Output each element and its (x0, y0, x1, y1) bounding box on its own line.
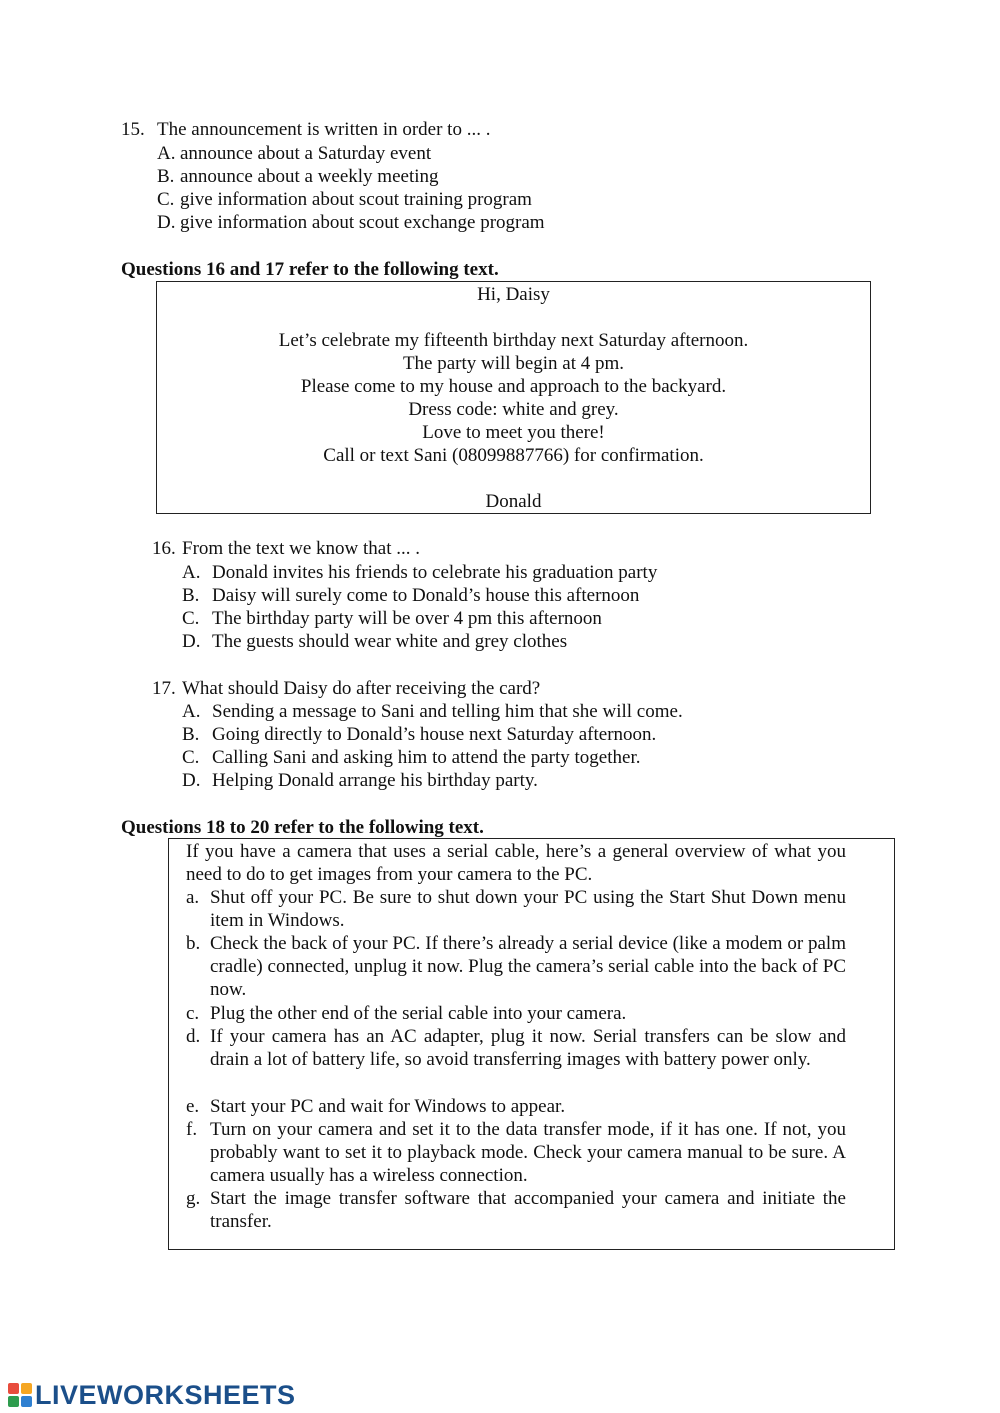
question-stem: The announcement is written in order to ... . (157, 119, 491, 140)
option-text: Helping Donald arrange his birthday party. (212, 770, 538, 791)
card-signature: Donald (485, 491, 542, 512)
card-line: Please come to my house and approach to the backyard. (300, 376, 727, 397)
option-letter: B. (182, 724, 200, 745)
option-letter: D. (182, 770, 201, 791)
section-heading: Questions 16 and 17 refer to the following text. (121, 259, 499, 280)
option-text: Sending a message to Sani and telling him that she will come. (212, 701, 683, 722)
section-heading: Questions 18 to 20 refer to the following text. (121, 817, 484, 838)
step-letter: e. (186, 1096, 200, 1117)
card-line: Let’s celebrate my fifteenth birthday next Saturday afternoon. (278, 330, 749, 351)
step-text: Start the image transfer software that accompanied your camera and initiate the transfer. (210, 1188, 846, 1232)
step-text: Start your PC and wait for Windows to appear. (210, 1096, 566, 1117)
card-line: Love to meet you there! (422, 422, 605, 443)
option-text: Going directly to Donald’s house next Saturday afternoon. (212, 724, 657, 745)
option-letter: B. (157, 166, 175, 187)
option-letter: A. (157, 143, 176, 164)
step-text: If your camera has an AC adapter, plug it now. Serial transfers can be slow and drain a lot of battery life, so avoid transferring images with battery power only. (210, 1026, 846, 1070)
step-text: Check the back of your PC. If there’s already a serial device (like a modem or palm cradle) connected, unplug it now. Plug the camera’s serial cable into the back of PC now. (210, 933, 846, 1000)
question-stem: What should Daisy do after receiving the card? (182, 678, 541, 699)
option-text: give information about scout exchange program (180, 212, 545, 233)
option-letter: C. (157, 189, 175, 210)
option-letter: C. (182, 608, 200, 629)
option-text: Daisy will surely come to Donald’s house this afternoon (212, 585, 640, 606)
step-letter: g. (186, 1188, 201, 1209)
option-text: announce about a Saturday event (180, 143, 432, 164)
option-letter: D. (157, 212, 176, 233)
card-line: Dress code: white and grey. (408, 399, 619, 420)
option-letter: C. (182, 747, 200, 768)
question-stem: From the text we know that ... . (182, 538, 420, 559)
question-number: 16. (152, 538, 176, 559)
option-letter: A. (182, 701, 201, 722)
intro-paragraph: If you have a camera that uses a serial cable, here’s a general overview of what you need to do to get images from your camera to the PC. (186, 841, 846, 885)
invitation-card (156, 281, 871, 514)
option-letter: B. (182, 585, 200, 606)
option-text: announce about a weekly meeting (180, 166, 439, 187)
option-letter: D. (182, 631, 201, 652)
option-letter: A. (182, 562, 201, 583)
step-text: Turn on your camera and set it to the data transfer mode, if it has one. If not, you probably want to set it to playback mode. Check your camera manual to be sure. A camera usually has a wireless connection. (210, 1119, 846, 1186)
option-text: The guests should wear white and grey clothes (212, 631, 568, 652)
option-text: give information about scout training program (180, 189, 532, 210)
step-letter: c. (186, 1003, 200, 1024)
step-letter: f. (186, 1119, 198, 1140)
liveworksheets-logo[interactable] (8, 1380, 296, 1410)
logo-icon (8, 1383, 32, 1407)
camera-text-box (168, 838, 895, 1250)
logo-text: LIVEWORKSHEETS (35, 1379, 296, 1410)
card-line: Call or text Sani (08099887766) for confirmation. (323, 445, 704, 466)
card-line: The party will begin at 4 pm. (402, 353, 625, 374)
card-greeting: Hi, Daisy (477, 284, 550, 305)
step-letter: d. (186, 1026, 201, 1047)
question-number: 17. (152, 678, 176, 699)
step-letter: a. (186, 887, 200, 908)
step-text: Plug the other end of the serial cable into your camera. (210, 1003, 627, 1024)
option-text: Calling Sani and asking him to attend the party together. (212, 747, 641, 768)
option-text: The birthday party will be over 4 pm this afternoon (212, 608, 602, 629)
question-number: 15. (121, 119, 145, 140)
step-text: Shut off your PC. Be sure to shut down your PC using the Start Shut Down menu item in Windows. (210, 887, 846, 931)
step-letter: b. (186, 933, 201, 954)
option-text: Donald invites his friends to celebrate his graduation party (212, 562, 658, 583)
